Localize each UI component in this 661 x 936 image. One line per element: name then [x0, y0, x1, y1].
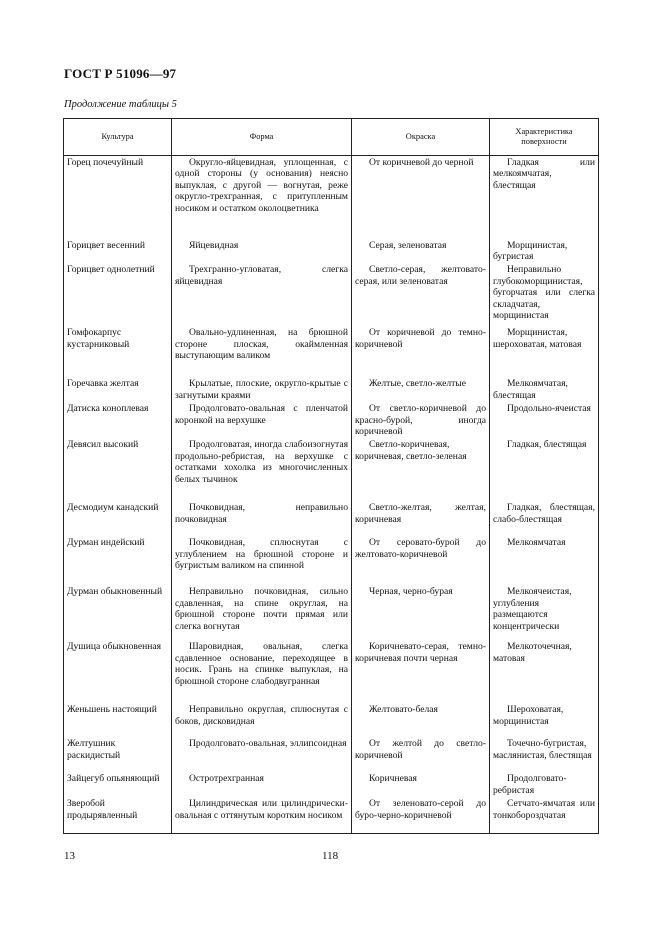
cell-surface: Мелкоямчатая	[490, 536, 599, 585]
cell-surface: Гладкая, блестящая, слабо-блестящая	[490, 501, 599, 536]
table-row	[64, 536, 599, 585]
table-header-row	[64, 119, 599, 156]
table-row	[64, 326, 599, 377]
table-continuation-caption: Продолжение таблицы 5	[64, 99, 177, 110]
cell-form: Цилиндрическая или цилиндрически-овальная с оттянутым коротким носиком	[172, 797, 352, 833]
cell-form: Продолговато-овальная, эллипсоидная	[172, 737, 352, 772]
cell-color: От зеленовато-серой до буро-черно-коричневой	[352, 797, 490, 833]
column-header-color: Окраска	[352, 119, 490, 156]
cell-surface: Продолговато-ребристая	[490, 772, 599, 797]
table-row	[64, 737, 599, 772]
cell-culture: Датиска коноплевая	[64, 402, 172, 438]
cell-form: Продолговатая, иногда слабоизогнутая продольно-ребристая, на верхушке с остатками хохолка из многочисленных белых тычинок	[172, 438, 352, 501]
cell-surface: Продольно-ячеистая	[490, 402, 599, 438]
table-row	[64, 156, 599, 239]
cell-culture: Горицвет однолетний	[64, 263, 172, 326]
cell-form: Остротрехгранная	[172, 772, 352, 797]
cell-culture: Дурман индейский	[64, 536, 172, 585]
cell-surface: Шероховатая, морщинистая	[490, 703, 599, 737]
cell-surface: Неправильно глубокоморщинистая, бугорчатая или слегка складчатая, морщинистая	[490, 263, 599, 326]
cell-culture: Женьшень настоящий	[64, 703, 172, 737]
cell-culture: Желтушник раскидистый	[64, 737, 172, 772]
cell-culture: Горицвет весенний	[64, 239, 172, 264]
cell-color: Черная, черно-бурая	[352, 585, 490, 640]
cell-culture: Зайцегуб опьяняющий	[64, 772, 172, 797]
cell-culture: Дурман обыкновенный	[64, 585, 172, 640]
cell-color: От светло-коричневой до красно-бурой, иногда коричневой	[352, 402, 490, 438]
table-row	[64, 239, 599, 264]
table-row	[64, 501, 599, 536]
cell-form: Неправильно округлая, сплюснутая с боков, дисковидная	[172, 703, 352, 737]
column-header-surface: Характеристика поверхности	[490, 119, 599, 156]
cell-form: Овально-удлиненная, на брюшной стороне плоская, окаймленная выступающим валиком	[172, 326, 352, 377]
page-number-center: 118	[322, 850, 339, 862]
table-row	[64, 585, 599, 640]
cell-color: От коричневой до темно-коричневой	[352, 326, 490, 377]
page-number-left: 13	[64, 850, 75, 862]
column-header-culture: Культура	[64, 119, 172, 156]
cell-color: От желтой до светло-коричневой	[352, 737, 490, 772]
cell-surface: Морщинистая, бугристая	[490, 239, 599, 264]
cell-form: Шаровидная, овальная, слегка сдавленное основание, переходящее в носик. Грань на спинке выпуклая, на брюшной стороне слабодвугранная	[172, 640, 352, 703]
column-header-form: Форма	[172, 119, 352, 156]
table-row	[64, 402, 599, 438]
cell-surface: Морщинистая, шероховатая, матовая	[490, 326, 599, 377]
cell-form: Почковидная, неправильно почковидная	[172, 501, 352, 536]
cell-surface: Сетчато-ямчатая или тонкобороздчатая	[490, 797, 599, 833]
cell-culture: Горечавка желтая	[64, 377, 172, 402]
table-row	[64, 703, 599, 737]
table-row	[64, 438, 599, 501]
cell-form: Неправильно почковидная, сильно сдавленная, на спине округлая, на брюшной стороне почти прямая или слегка вогнутая	[172, 585, 352, 640]
cell-culture: Девясил высокий	[64, 438, 172, 501]
cell-color: Желтовато-белая	[352, 703, 490, 737]
cell-surface: Гладкая или мелкоямчатая, блестящая	[490, 156, 599, 239]
cell-culture: Душица обыкновенная	[64, 640, 172, 703]
document-header: ГОСТ Р 51096—97	[64, 66, 177, 81]
table-row	[64, 377, 599, 402]
table-row	[64, 772, 599, 797]
cell-culture: Гомфокарпус кустарниковый	[64, 326, 172, 377]
cell-surface: Точечно-бугристая, маслянистая, блестящая	[490, 737, 599, 772]
cell-color: Серая, зеленоватая	[352, 239, 490, 264]
cell-form: Продолговато-овальная с пленчатой коронкой на верхушке	[172, 402, 352, 438]
cell-color: Светло-желтая, желтая, коричневая	[352, 501, 490, 536]
cell-form: Округло-яйцевидная, уплощенная, с одной стороны (у основания) неясно выпуклая, с другой — вогнутая, реже округло-трехгранная, с притупленным носиком и остатком околоцветника	[172, 156, 352, 239]
seed-characteristics-table	[63, 118, 599, 834]
cell-form: Крылатые, плоские, округло-крытые с загнутыми краями	[172, 377, 352, 402]
cell-color: Желтые, светло-желтые	[352, 377, 490, 402]
cell-color: Коричневая	[352, 772, 490, 797]
cell-form: Трехгранно-угловатая, слегка яйцевидная	[172, 263, 352, 326]
table-row	[64, 640, 599, 703]
cell-culture: Зверобой продырявленный	[64, 797, 172, 833]
cell-culture: Горец почечуйный	[64, 156, 172, 239]
cell-surface: Мелкоямчатая, блестящая	[490, 377, 599, 402]
cell-color: Коричневато-серая, темно-коричневая почти черная	[352, 640, 490, 703]
cell-surface: Мелкоячеистая, углубления размещаются концентрически	[490, 585, 599, 640]
cell-form: Почковидная, сплюснутая с углублением на брюшной стороне и бугристым валиком на спинной	[172, 536, 352, 585]
table-row	[64, 797, 599, 833]
cell-color: Светло-серая, желтовато-серая, или зеленоватая	[352, 263, 490, 326]
cell-surface: Мелкоточечная, матовая	[490, 640, 599, 703]
cell-color: От коричневой до черной	[352, 156, 490, 239]
cell-surface: Гладкая, блестящая	[490, 438, 599, 501]
table-row	[64, 263, 599, 326]
cell-culture: Десмодиум канадский	[64, 501, 172, 536]
cell-color: Светло-коричневая, коричневая, светло-зеленая	[352, 438, 490, 501]
cell-color: От серовато-бурой до желтовато-коричневой	[352, 536, 490, 585]
cell-form: Яйцевидная	[172, 239, 352, 264]
